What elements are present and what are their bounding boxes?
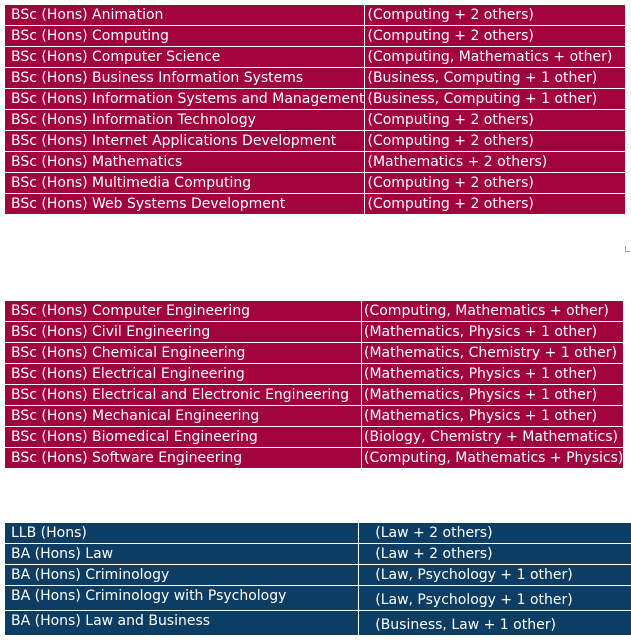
required-subjects: (Law, Psychology + 1 other): [359, 565, 631, 586]
course-name: BSc (Hons) Business Information Systems: [5, 68, 365, 89]
required-subjects: (Biology, Chemistry + Mathematics): [362, 427, 624, 448]
required-subjects: (Mathematics, Physics + 1 other): [362, 385, 624, 406]
required-subjects: (Business, Computing + 1 other): [365, 89, 626, 110]
table-row: [5, 89, 625, 110]
table-row: [5, 611, 631, 636]
course-name: BSc (Hons) Software Engineering: [5, 448, 362, 469]
table-row: [5, 544, 631, 565]
required-subjects: (Computing, Mathematics + Physics): [362, 448, 624, 469]
required-subjects: (Mathematics + 2 others): [365, 152, 626, 173]
table-row: [5, 301, 623, 322]
required-subjects: (Computing, Mathematics + other): [365, 47, 626, 68]
required-subjects: (Computing + 2 others): [365, 131, 626, 152]
course-name: LLB (Hons): [5, 523, 359, 544]
required-subjects: (Business, Computing + 1 other): [365, 68, 626, 89]
course-name: BSc (Hons) Mathematics: [5, 152, 365, 173]
course-name: BSc (Hons) Biomedical Engineering: [5, 427, 362, 448]
table-row: [5, 322, 623, 343]
course-name: BA (Hons) Criminology with Psychology: [5, 586, 359, 611]
course-name: BSc (Hons) Information Technology: [5, 110, 365, 131]
course-name: BSc (Hons) Internet Applications Development: [5, 131, 365, 152]
course-name: BSc (Hons) Civil Engineering: [5, 322, 362, 343]
course-name: BSc (Hons) Mechanical Engineering: [5, 406, 362, 427]
table-row: [5, 47, 625, 68]
table-row: [5, 523, 631, 544]
course-name: BSc (Hons) Chemical Engineering: [5, 343, 362, 364]
required-subjects: (Mathematics, Chemistry + 1 other): [362, 343, 624, 364]
table-row: [5, 565, 631, 586]
course-name: BSc (Hons) Multimedia Computing: [5, 173, 365, 194]
law-courses-table: [5, 523, 631, 635]
required-subjects: (Mathematics, Physics + 1 other): [362, 406, 624, 427]
engineering-courses-table: [5, 301, 623, 468]
course-name: BSc (Hons) Animation: [5, 5, 365, 26]
table-row: [5, 385, 623, 406]
course-name: BSc (Hons) Web Systems Development: [5, 194, 365, 215]
table-row: [5, 26, 625, 47]
required-subjects: (Law, Psychology + 1 other): [359, 586, 631, 611]
required-subjects: (Computing + 2 others): [365, 26, 626, 47]
required-subjects: (Business, Law + 1 other): [359, 611, 631, 636]
table-row: [5, 110, 625, 131]
required-subjects: (Computing + 2 others): [365, 194, 626, 215]
course-name: BSc (Hons) Computer Engineering: [5, 301, 362, 322]
computing-courses-table: [5, 5, 625, 214]
table-row: [5, 448, 623, 469]
table-row: [5, 343, 623, 364]
course-name: BSc (Hons) Electrical and Electronic Engineering: [5, 385, 362, 406]
required-subjects: (Mathematics, Physics + 1 other): [362, 364, 624, 385]
required-subjects: (Law + 2 others): [359, 523, 631, 544]
required-subjects: (Computing + 2 others): [365, 173, 626, 194]
required-subjects: (Law + 2 others): [359, 544, 631, 565]
course-name: BSc (Hons) Computing: [5, 26, 365, 47]
table-row: [5, 194, 625, 215]
course-name: BSc (Hons) Information Systems and Management: [5, 89, 365, 110]
table-row: [5, 131, 625, 152]
course-name: BA (Hons) Law: [5, 544, 359, 565]
required-subjects: (Computing, Mathematics + other): [362, 301, 624, 322]
table-end-marker: [625, 246, 630, 252]
table-row: [5, 406, 623, 427]
table-row: [5, 5, 625, 26]
course-name: BA (Hons) Law and Business: [5, 611, 359, 636]
course-name: BSc (Hons) Electrical Engineering: [5, 364, 362, 385]
table-row: [5, 364, 623, 385]
table-row: [5, 68, 625, 89]
course-name: BSc (Hons) Computer Science: [5, 47, 365, 68]
table-row: [5, 173, 625, 194]
required-subjects: (Computing + 2 others): [365, 110, 626, 131]
course-name: BA (Hons) Criminology: [5, 565, 359, 586]
required-subjects: (Computing + 2 others): [365, 5, 626, 26]
table-row: [5, 586, 631, 611]
required-subjects: (Mathematics, Physics + 1 other): [362, 322, 624, 343]
table-row: [5, 427, 623, 448]
table-row: [5, 152, 625, 173]
